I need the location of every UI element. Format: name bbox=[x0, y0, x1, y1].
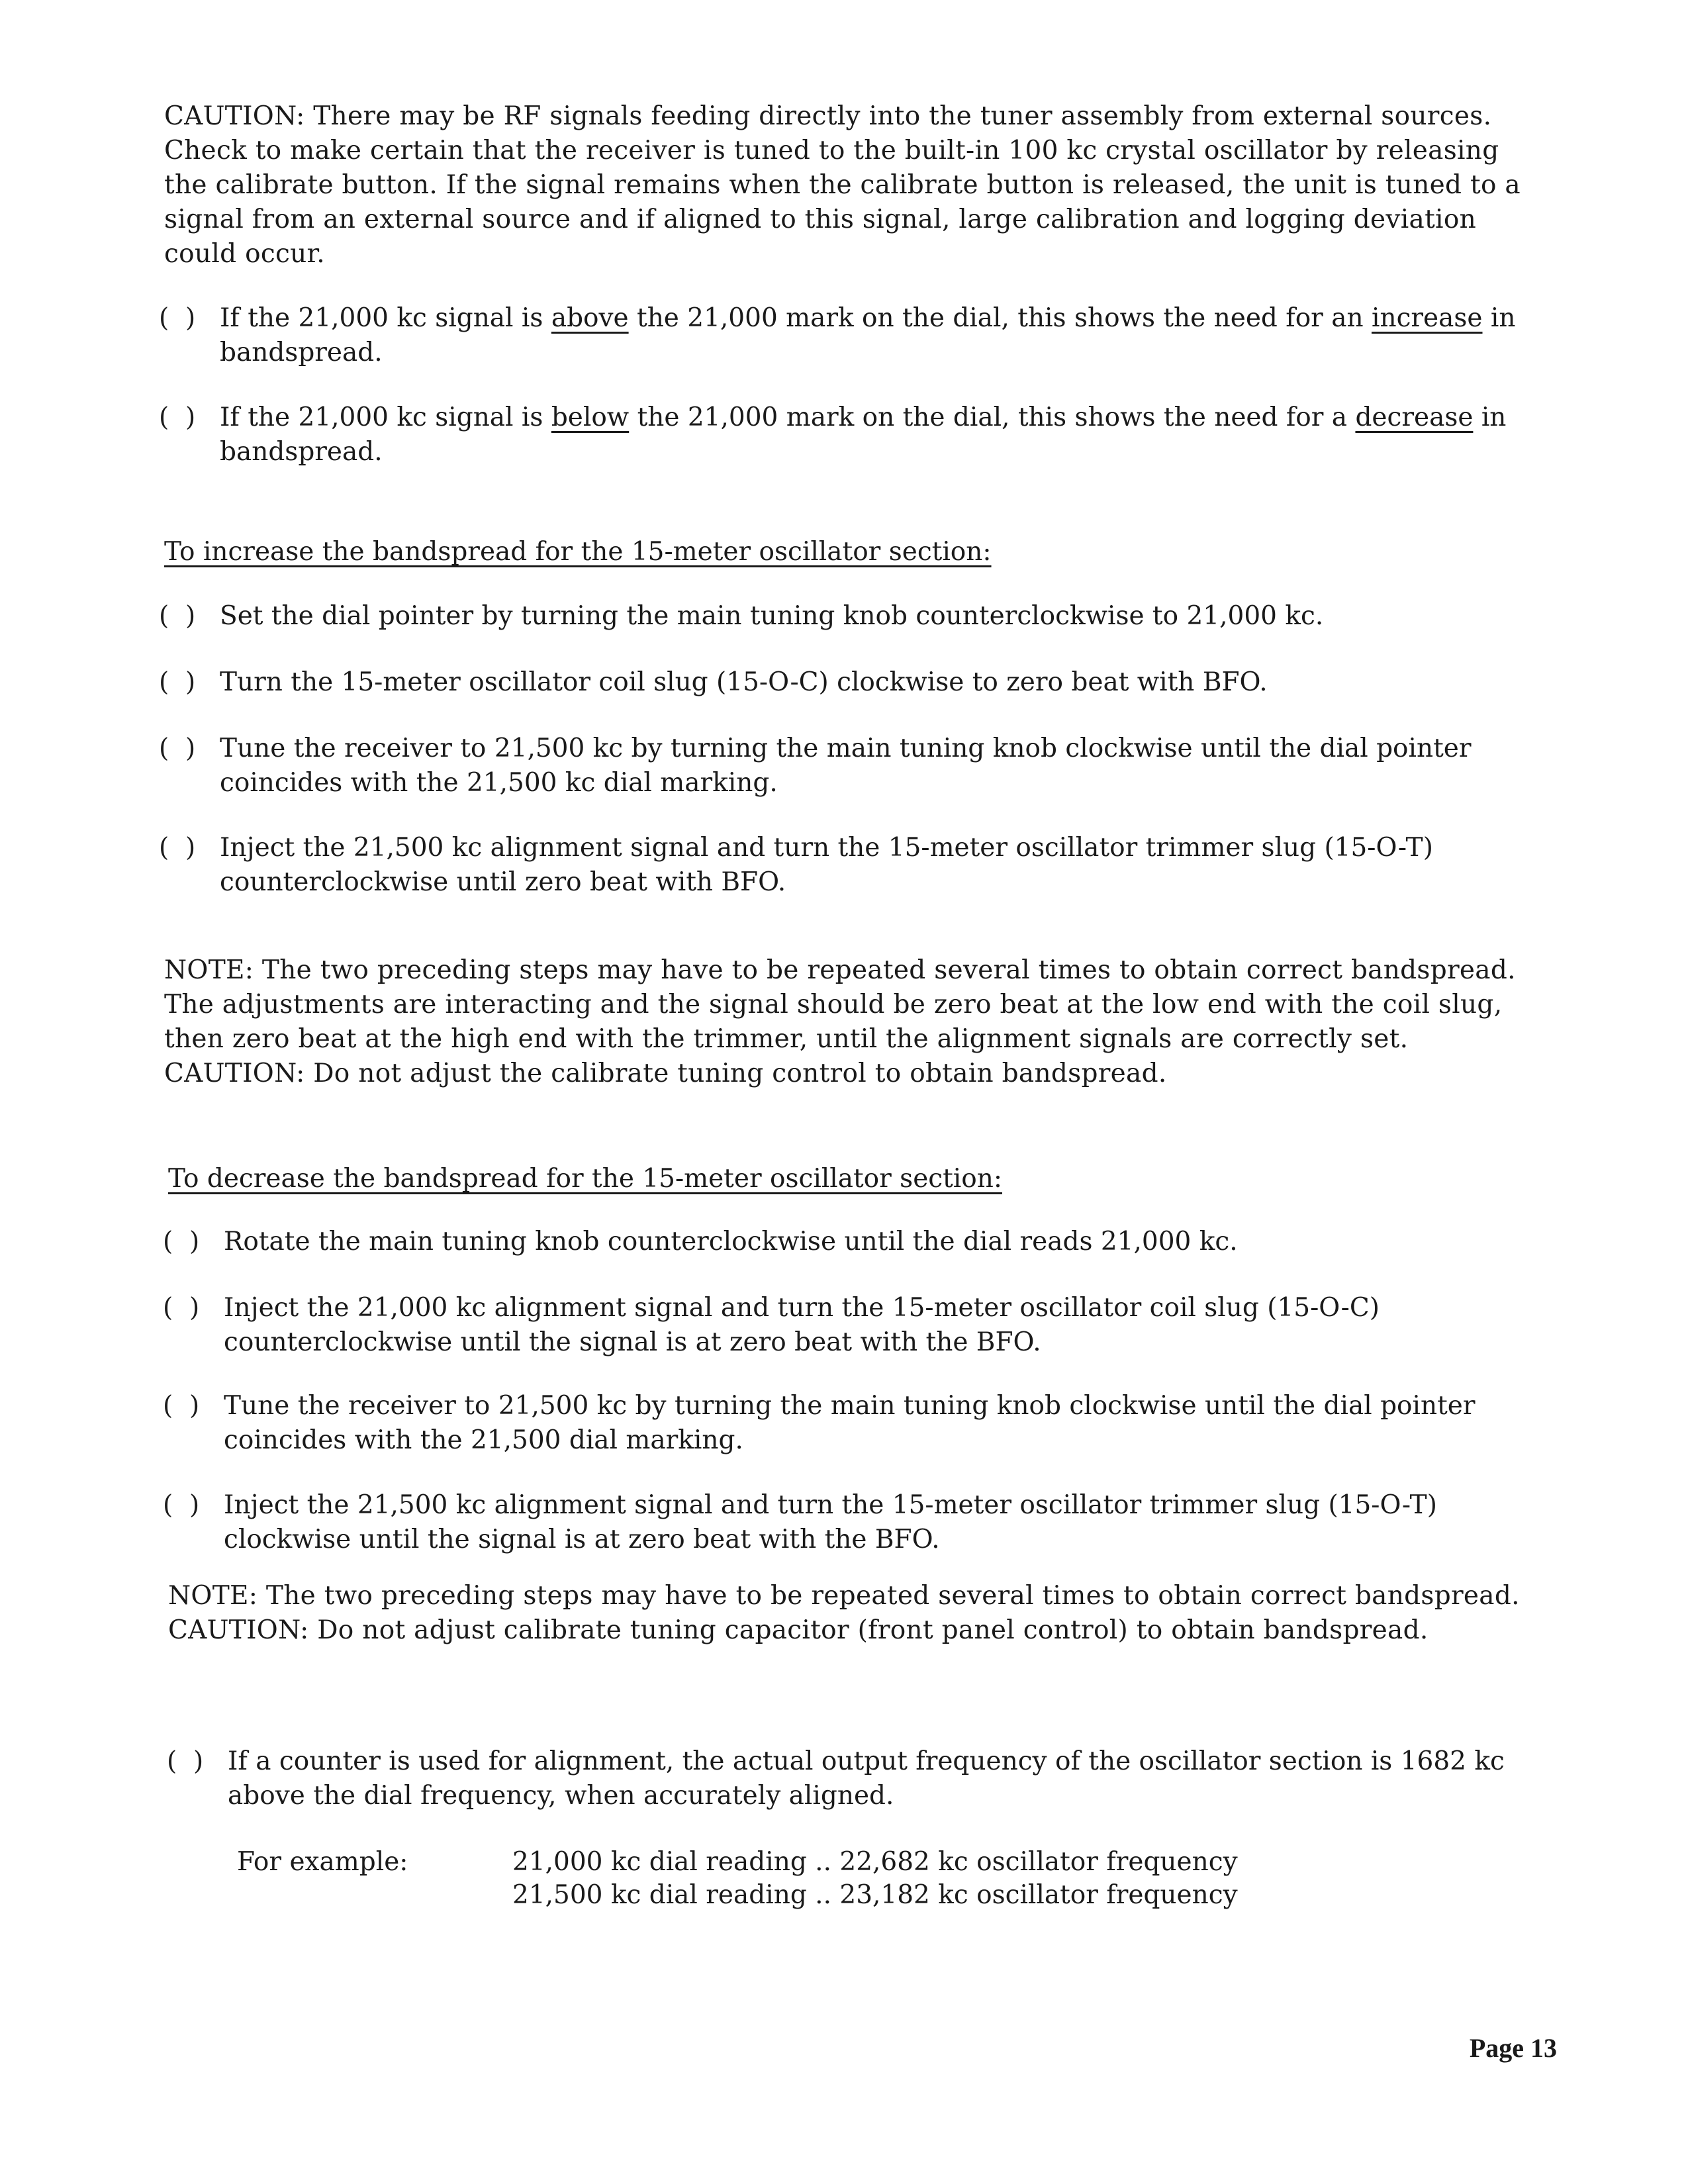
checkbox[interactable]: ( ) bbox=[167, 1746, 204, 1776]
checkbox[interactable]: ( ) bbox=[159, 734, 196, 763]
frequency-example bbox=[237, 1846, 1429, 1919]
checkbox[interactable]: ( ) bbox=[163, 1227, 200, 1257]
increase-note: NOTE: The two preceding steps may have to be repeated several times to obtain correct bandspread. The adjustments are interacting and the signal should be zero beat at the low end with the coil slug, then zero beat at the high end with the trimmer, until the alignment signals are correctly set. CAUTION: Do not adjust the calibrate tuning control to obtain bandspread. bbox=[164, 955, 1516, 1088]
page-number: Page 13 bbox=[1469, 2033, 1557, 2063]
checkbox[interactable]: ( ) bbox=[163, 1293, 200, 1323]
checkbox[interactable]: ( ) bbox=[159, 303, 196, 333]
step-text: Inject the 21,500 kc alignment signal and turn the 15-meter oscillator trimmer slug (15-O-T) clockwise until the signal is at zero beat with the BFO. bbox=[224, 1490, 1437, 1554]
decrease-section-heading: To decrease the bandspread for the 15-meter oscillator section: bbox=[168, 1164, 1002, 1194]
example-row: 21,500 kc dial reading .. 23,182 kc oscillator frequency bbox=[512, 1880, 1238, 1910]
check-item-text: If the 21,000 kc signal is below the 21,000 mark on the dial, this shows the need for a decrease in bandspread. bbox=[220, 403, 1507, 467]
checkbox[interactable]: ( ) bbox=[159, 403, 196, 432]
step-text: Tune the receiver to 21,500 kc by turning the main tuning knob clockwise until the dial pointer coincides with the 21,500 kc dial marking. bbox=[220, 734, 1472, 798]
caution-paragraph: CAUTION: There may be RF signals feeding directly into the tuner assembly from external sources. Check to make certain that the receiver is tuned to the built-in 100 kc crystal oscillator by releasing the calibrate button. If the signal remains when the calibrate button is released, the unit is tuned to a signal from an external source and if aligned to this signal, large calibration and logging deviation could occur. bbox=[164, 101, 1521, 269]
step-text: Rotate the main tuning knob counterclockwise until the dial reads 21,000 kc. bbox=[224, 1227, 1238, 1257]
checkbox[interactable]: ( ) bbox=[159, 833, 196, 863]
checkbox[interactable]: ( ) bbox=[159, 601, 196, 631]
step-text: Inject the 21,000 kc alignment signal and turn the 15-meter oscillator coil slug (15-O-C) counterclockwise until the signal is at zero beat with the BFO. bbox=[224, 1293, 1380, 1357]
checkbox[interactable]: ( ) bbox=[163, 1490, 200, 1520]
example-label: For example: bbox=[237, 1847, 408, 1877]
step-text: Inject the 21,500 kc alignment signal and turn the 15-meter oscillator trimmer slug (15-O-T) counterclockwise until zero beat with BFO. bbox=[220, 833, 1433, 897]
checkbox[interactable]: ( ) bbox=[159, 667, 196, 697]
step-text: Tune the receiver to 21,500 kc by turning the main tuning knob clockwise until the dial pointer coincides with the 21,500 dial marking. bbox=[224, 1391, 1476, 1455]
step-text: Set the dial pointer by turning the main tuning knob counterclockwise to 21,000 kc. bbox=[220, 601, 1324, 631]
decrease-note: NOTE: The two preceding steps may have to be repeated several times to obtain correct bandspread. CAUTION: Do not adjust calibrate tuning capacitor (front panel control) to obtain bandspread. bbox=[168, 1581, 1520, 1645]
step-text: Turn the 15-meter oscillator coil slug (15-O-C) clockwise to zero beat with BFO. bbox=[220, 667, 1268, 697]
increase-section-heading: To increase the bandspread for the 15-meter oscillator section: bbox=[164, 537, 992, 567]
example-rows bbox=[512, 1846, 1373, 1912]
checkbox[interactable]: ( ) bbox=[163, 1391, 200, 1421]
step-text: If a counter is used for alignment, the actual output frequency of the oscillator section is 1682 kc above the dial frequency, when accurately aligned. bbox=[228, 1746, 1505, 1811]
example-row: 21,000 kc dial reading .. 22,682 kc oscillator frequency bbox=[512, 1847, 1238, 1877]
check-item-text: If the 21,000 kc signal is above the 21,000 mark on the dial, this shows the need for an increase in bandspread. bbox=[220, 303, 1516, 367]
